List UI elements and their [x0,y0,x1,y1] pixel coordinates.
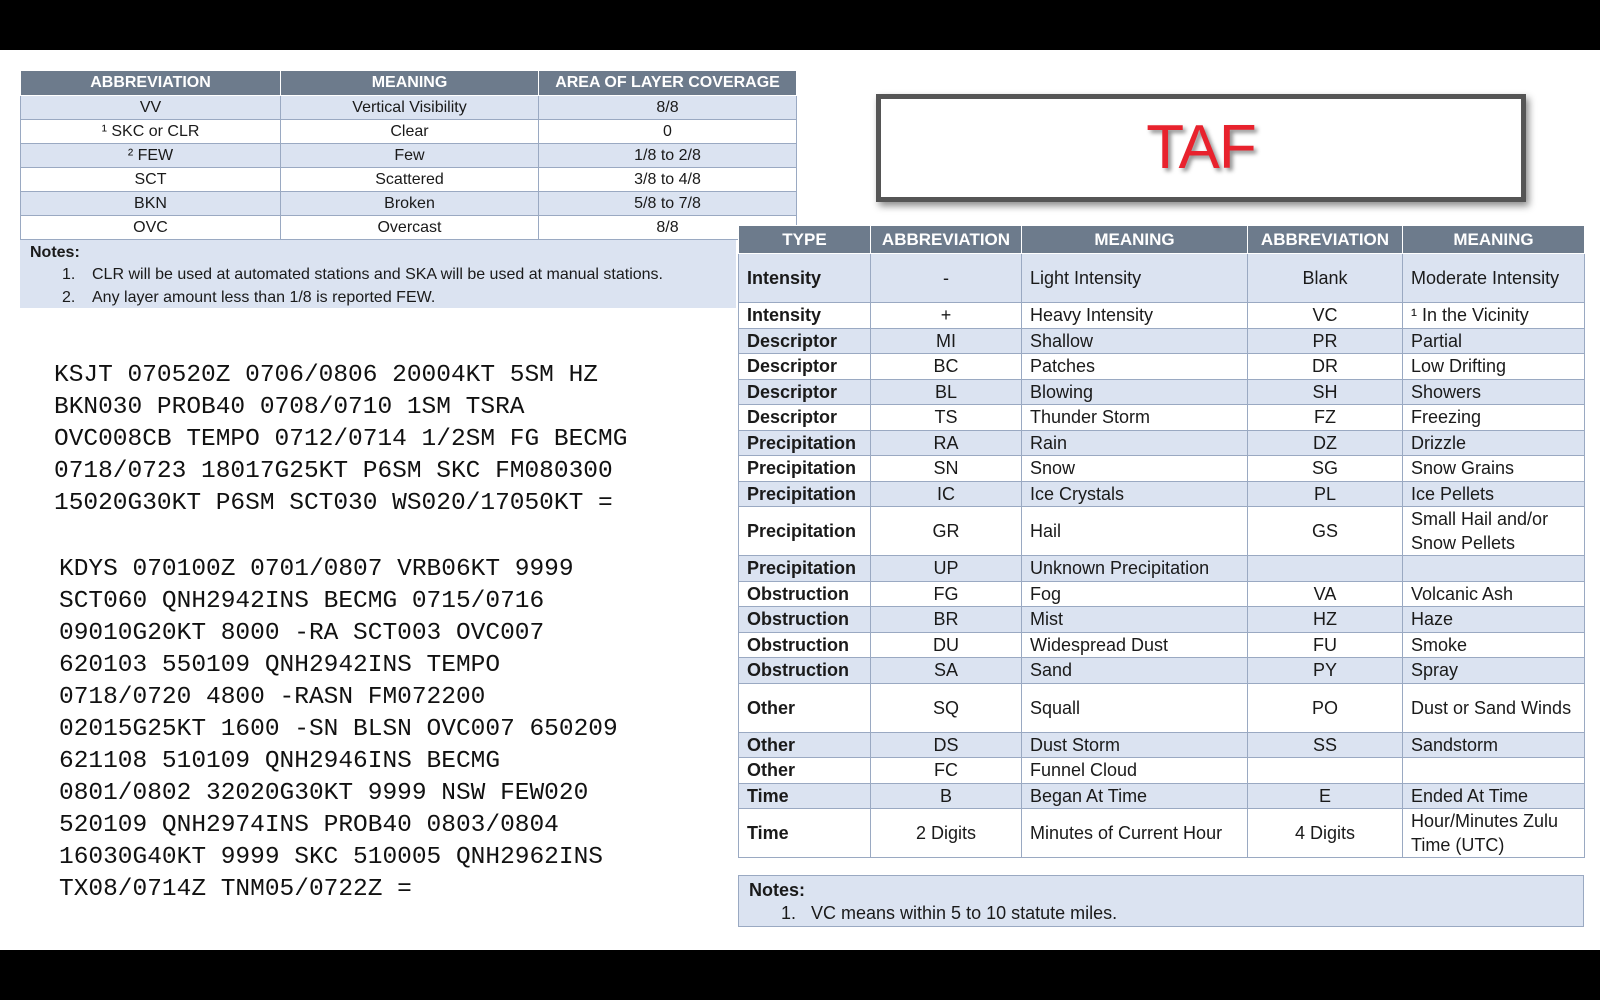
abbreviation-cell-2: SH [1248,379,1403,405]
abbreviation-cell: SCT [21,168,281,192]
abbreviation-cell-2: DR [1248,354,1403,380]
abbreviation-cell: BR [871,607,1022,633]
coverage-cell: 8/8 [539,216,797,240]
abbreviation-cell-2: GS [1248,507,1403,556]
abbreviation-cell: SA [871,658,1022,684]
abbreviation-cell: UP [871,556,1022,582]
header-abbreviation: ABBREVIATION [871,226,1022,254]
abbreviation-cell: ² FEW [21,144,281,168]
taf-line: SCT060 QNH2942INS BECMG 0715/0716 [59,588,545,615]
taf-line: 15020G30KT P6SM SCT030 WS020/17050KT = [54,490,613,517]
header-abbreviation-2: ABBREVIATION [1248,226,1403,254]
header-meaning: MEANING [281,71,539,96]
meaning-cell: Funnel Cloud [1022,758,1248,784]
abbreviation-cell: RA [871,430,1022,456]
taf-line: KSJT 070520Z 0706/0806 20004KT 5SM HZ [54,362,598,389]
type-cell: Intensity [739,303,871,329]
type-cell: Descriptor [739,405,871,431]
meaning-cell: Blowing [1022,379,1248,405]
type-cell: Precipitation [739,556,871,582]
meaning-cell-2: Partial [1403,328,1585,354]
taf-example-ksjt [54,360,627,520]
table-row [739,481,1585,507]
note-item [781,903,1117,924]
type-cell: Time [739,809,871,858]
table-row [21,168,797,192]
meaning-cell-2: Volcanic Ash [1403,581,1585,607]
type-cell: Obstruction [739,658,871,684]
meaning-cell-2: Ended At Time [1403,783,1585,809]
meaning-cell-2: ¹ In the Vicinity [1403,303,1585,329]
abbreviation-cell-2: E [1248,783,1403,809]
meaning-cell: Scattered [281,168,539,192]
taf-line: 520109 QNH2974INS PROB40 0803/0804 [59,812,559,839]
taf-line: 0718/0720 4800 -RASN FM072200 [59,684,486,711]
taf-line: 16030G40KT 9999 SKC 510005 QNH2962INS [59,844,603,871]
meaning-cell: Thunder Storm [1022,405,1248,431]
meaning-cell: Ice Crystals [1022,481,1248,507]
meaning-cell-2: Smoke [1403,632,1585,658]
meaning-cell: Clear [281,120,539,144]
meaning-cell: Mist [1022,607,1248,633]
table-row [21,216,797,240]
table-row [739,783,1585,809]
taf-title: TAF [1146,113,1256,182]
meaning-cell: Squall [1022,683,1248,732]
note-text: CLR will be used at automated stations and SKA will be used at manual stations. [92,266,663,283]
note-text: VC means within 5 to 10 statute miles. [811,903,1118,923]
abbreviation-cell: BL [871,379,1022,405]
table-row [739,430,1585,456]
taf-line: 09010G20KT 8000 -RA SCT003 OVC007 [59,620,545,647]
abbreviation-cell: DS [871,732,1022,758]
meaning-cell-2: Low Drifting [1403,354,1585,380]
meaning-cell: Fog [1022,581,1248,607]
abbreviation-cell: OVC [21,216,281,240]
type-cell: Precipitation [739,481,871,507]
cloud-coverage-table [20,70,797,240]
type-cell: Precipitation [739,430,871,456]
type-cell: Intensity [739,254,871,303]
abbreviation-cell-2: PR [1248,328,1403,354]
abbreviation-cell-2: PO [1248,683,1403,732]
abbreviation-cell-2: SS [1248,732,1403,758]
abbreviation-cell: FG [871,581,1022,607]
meaning-cell: Patches [1022,354,1248,380]
abbreviation-cell: B [871,783,1022,809]
abbreviation-cell: MI [871,328,1022,354]
abbreviation-cell: FC [871,758,1022,784]
type-cell: Time [739,783,871,809]
table-row [739,507,1585,556]
abbreviation-cell: SN [871,456,1022,482]
meaning-cell-2: Sandstorm [1403,732,1585,758]
meaning-cell: Light Intensity [1022,254,1248,303]
taf-line: TX08/0714Z TNM05/0722Z = [59,876,412,903]
note-number: 1. [62,266,76,283]
meaning-cell-2: Haze [1403,607,1585,633]
abbreviation-cell-2: FU [1248,632,1403,658]
type-cell: Obstruction [739,632,871,658]
meaning-cell-2: Snow Grains [1403,456,1585,482]
table-row [739,581,1585,607]
abbreviation-cell: 2 Digits [871,809,1022,858]
type-cell: Obstruction [739,607,871,633]
type-cell: Descriptor [739,379,871,405]
coverage-cell: 5/8 to 7/8 [539,192,797,216]
header-abbreviation: ABBREVIATION [21,71,281,96]
abbreviation-cell-2 [1248,758,1403,784]
weather-header-row [739,226,1585,254]
table-row [739,254,1585,303]
cloud-coverage-notes [20,240,736,308]
meaning-cell: Minutes of Current Hour [1022,809,1248,858]
coverage-cell: 1/8 to 2/8 [539,144,797,168]
table-row [739,809,1585,858]
abbreviation-cell: BC [871,354,1022,380]
abbreviation-cell: TS [871,405,1022,431]
type-cell: Other [739,732,871,758]
header-meaning-2: MEANING [1403,226,1585,254]
taf-line: 0718/0723 18017G25KT P6SM SKC FM080300 [54,458,613,485]
abbreviation-cell: VV [21,96,281,120]
note-number: 1. [781,903,797,923]
abbreviation-cell: BKN [21,192,281,216]
table-row [739,379,1585,405]
notes-title: Notes: [30,244,80,261]
meaning-cell: Sand [1022,658,1248,684]
table-row [739,732,1585,758]
table-row [739,683,1585,732]
table-row [739,632,1585,658]
table-row [21,144,797,168]
header-type: TYPE [739,226,871,254]
meaning-cell: Dust Storm [1022,732,1248,758]
cloud-coverage-header-row [21,71,797,96]
abbreviation-cell-2: DZ [1248,430,1403,456]
taf-line: KDYS 070100Z 0701/0807 VRB06KT 9999 [59,556,574,583]
top-letterbox-bar [0,0,1600,50]
meaning-cell-2: Ice Pellets [1403,481,1585,507]
abbreviation-cell-2 [1248,556,1403,582]
table-row [739,405,1585,431]
abbreviation-cell: SQ [871,683,1022,732]
bottom-letterbox-bar [0,950,1600,1000]
abbreviation-cell-2: 4 Digits [1248,809,1403,858]
type-cell: Precipitation [739,507,871,556]
type-cell: Precipitation [739,456,871,482]
meaning-cell: Broken [281,192,539,216]
type-cell: Descriptor [739,354,871,380]
taf-line: BKN030 PROB40 0708/0710 1SM TSRA [54,394,525,421]
meaning-cell-2: Small Hail and/or Snow Pellets [1403,507,1585,556]
type-cell: Other [739,683,871,732]
table-row [739,607,1585,633]
table-row [739,303,1585,329]
taf-line: 02015G25KT 1600 -SN BLSN OVC007 650209 [59,716,618,743]
meaning-cell: Unknown Precipitation [1022,556,1248,582]
abbreviation-cell-2: PL [1248,481,1403,507]
meaning-cell-2: Freezing [1403,405,1585,431]
meaning-cell-2: Drizzle [1403,430,1585,456]
meaning-cell: Snow [1022,456,1248,482]
meaning-cell: Vertical Visibility [281,96,539,120]
meaning-cell: Shallow [1022,328,1248,354]
abbreviation-cell-2: SG [1248,456,1403,482]
header-area-of-layer-coverage: AREA OF LAYER COVERAGE [539,71,797,96]
table-row [739,758,1585,784]
abbreviation-cell: GR [871,507,1022,556]
taf-title-box [876,94,1526,202]
table-row [739,328,1585,354]
abbreviation-cell-2: PY [1248,658,1403,684]
meaning-cell: Hail [1022,507,1248,556]
table-row [21,192,797,216]
meaning-cell-2 [1403,758,1585,784]
abbreviation-cell-2: HZ [1248,607,1403,633]
type-cell: Obstruction [739,581,871,607]
note-item [62,266,663,284]
abbreviation-cell: + [871,303,1022,329]
meaning-cell: Few [281,144,539,168]
table-row [739,456,1585,482]
meaning-cell-2: Dust or Sand Winds [1403,683,1585,732]
taf-line: OVC008CB TEMPO 0712/0714 1/2SM FG BECMG [54,426,628,453]
meaning-cell-2: Showers [1403,379,1585,405]
meaning-cell: Widespread Dust [1022,632,1248,658]
meaning-cell: Rain [1022,430,1248,456]
taf-example-kdys [59,554,618,906]
note-item [62,289,435,307]
abbreviation-cell: ¹ SKC or CLR [21,120,281,144]
meaning-cell-2 [1403,556,1585,582]
abbreviation-cell-2: VA [1248,581,1403,607]
type-cell: Other [739,758,871,784]
notes-title: Notes: [749,880,806,900]
note-number: 2. [62,289,76,306]
abbreviation-cell-2: VC [1248,303,1403,329]
abbreviation-cell: - [871,254,1022,303]
meaning-cell-2: Hour/Minutes Zulu Time (UTC) [1403,809,1585,858]
coverage-cell: 0 [539,120,797,144]
abbreviation-cell: DU [871,632,1022,658]
weather-notes [738,875,1584,927]
abbreviation-cell: IC [871,481,1022,507]
taf-line: 620103 550109 QNH2942INS TEMPO [59,652,501,679]
coverage-cell: 8/8 [539,96,797,120]
table-row [21,96,797,120]
type-cell: Descriptor [739,328,871,354]
taf-line: 621108 510109 QNH2946INS BECMG [59,748,501,775]
header-meaning: MEANING [1022,226,1248,254]
meaning-cell: Began At Time [1022,783,1248,809]
table-row [739,658,1585,684]
abbreviation-cell-2: Blank [1248,254,1403,303]
meaning-cell-2: Moderate Intensity [1403,254,1585,303]
coverage-cell: 3/8 to 4/8 [539,168,797,192]
meaning-cell: Heavy Intensity [1022,303,1248,329]
table-row [739,556,1585,582]
abbreviation-cell-2: FZ [1248,405,1403,431]
note-text: Any layer amount less than 1/8 is reported FEW. [92,289,436,306]
taf-line: 0801/0802 32020G30KT 9999 NSW FEW020 [59,780,589,807]
weather-phenomena-table [738,225,1585,858]
table-row [739,354,1585,380]
meaning-cell-2: Spray [1403,658,1585,684]
meaning-cell: Overcast [281,216,539,240]
table-row [21,120,797,144]
